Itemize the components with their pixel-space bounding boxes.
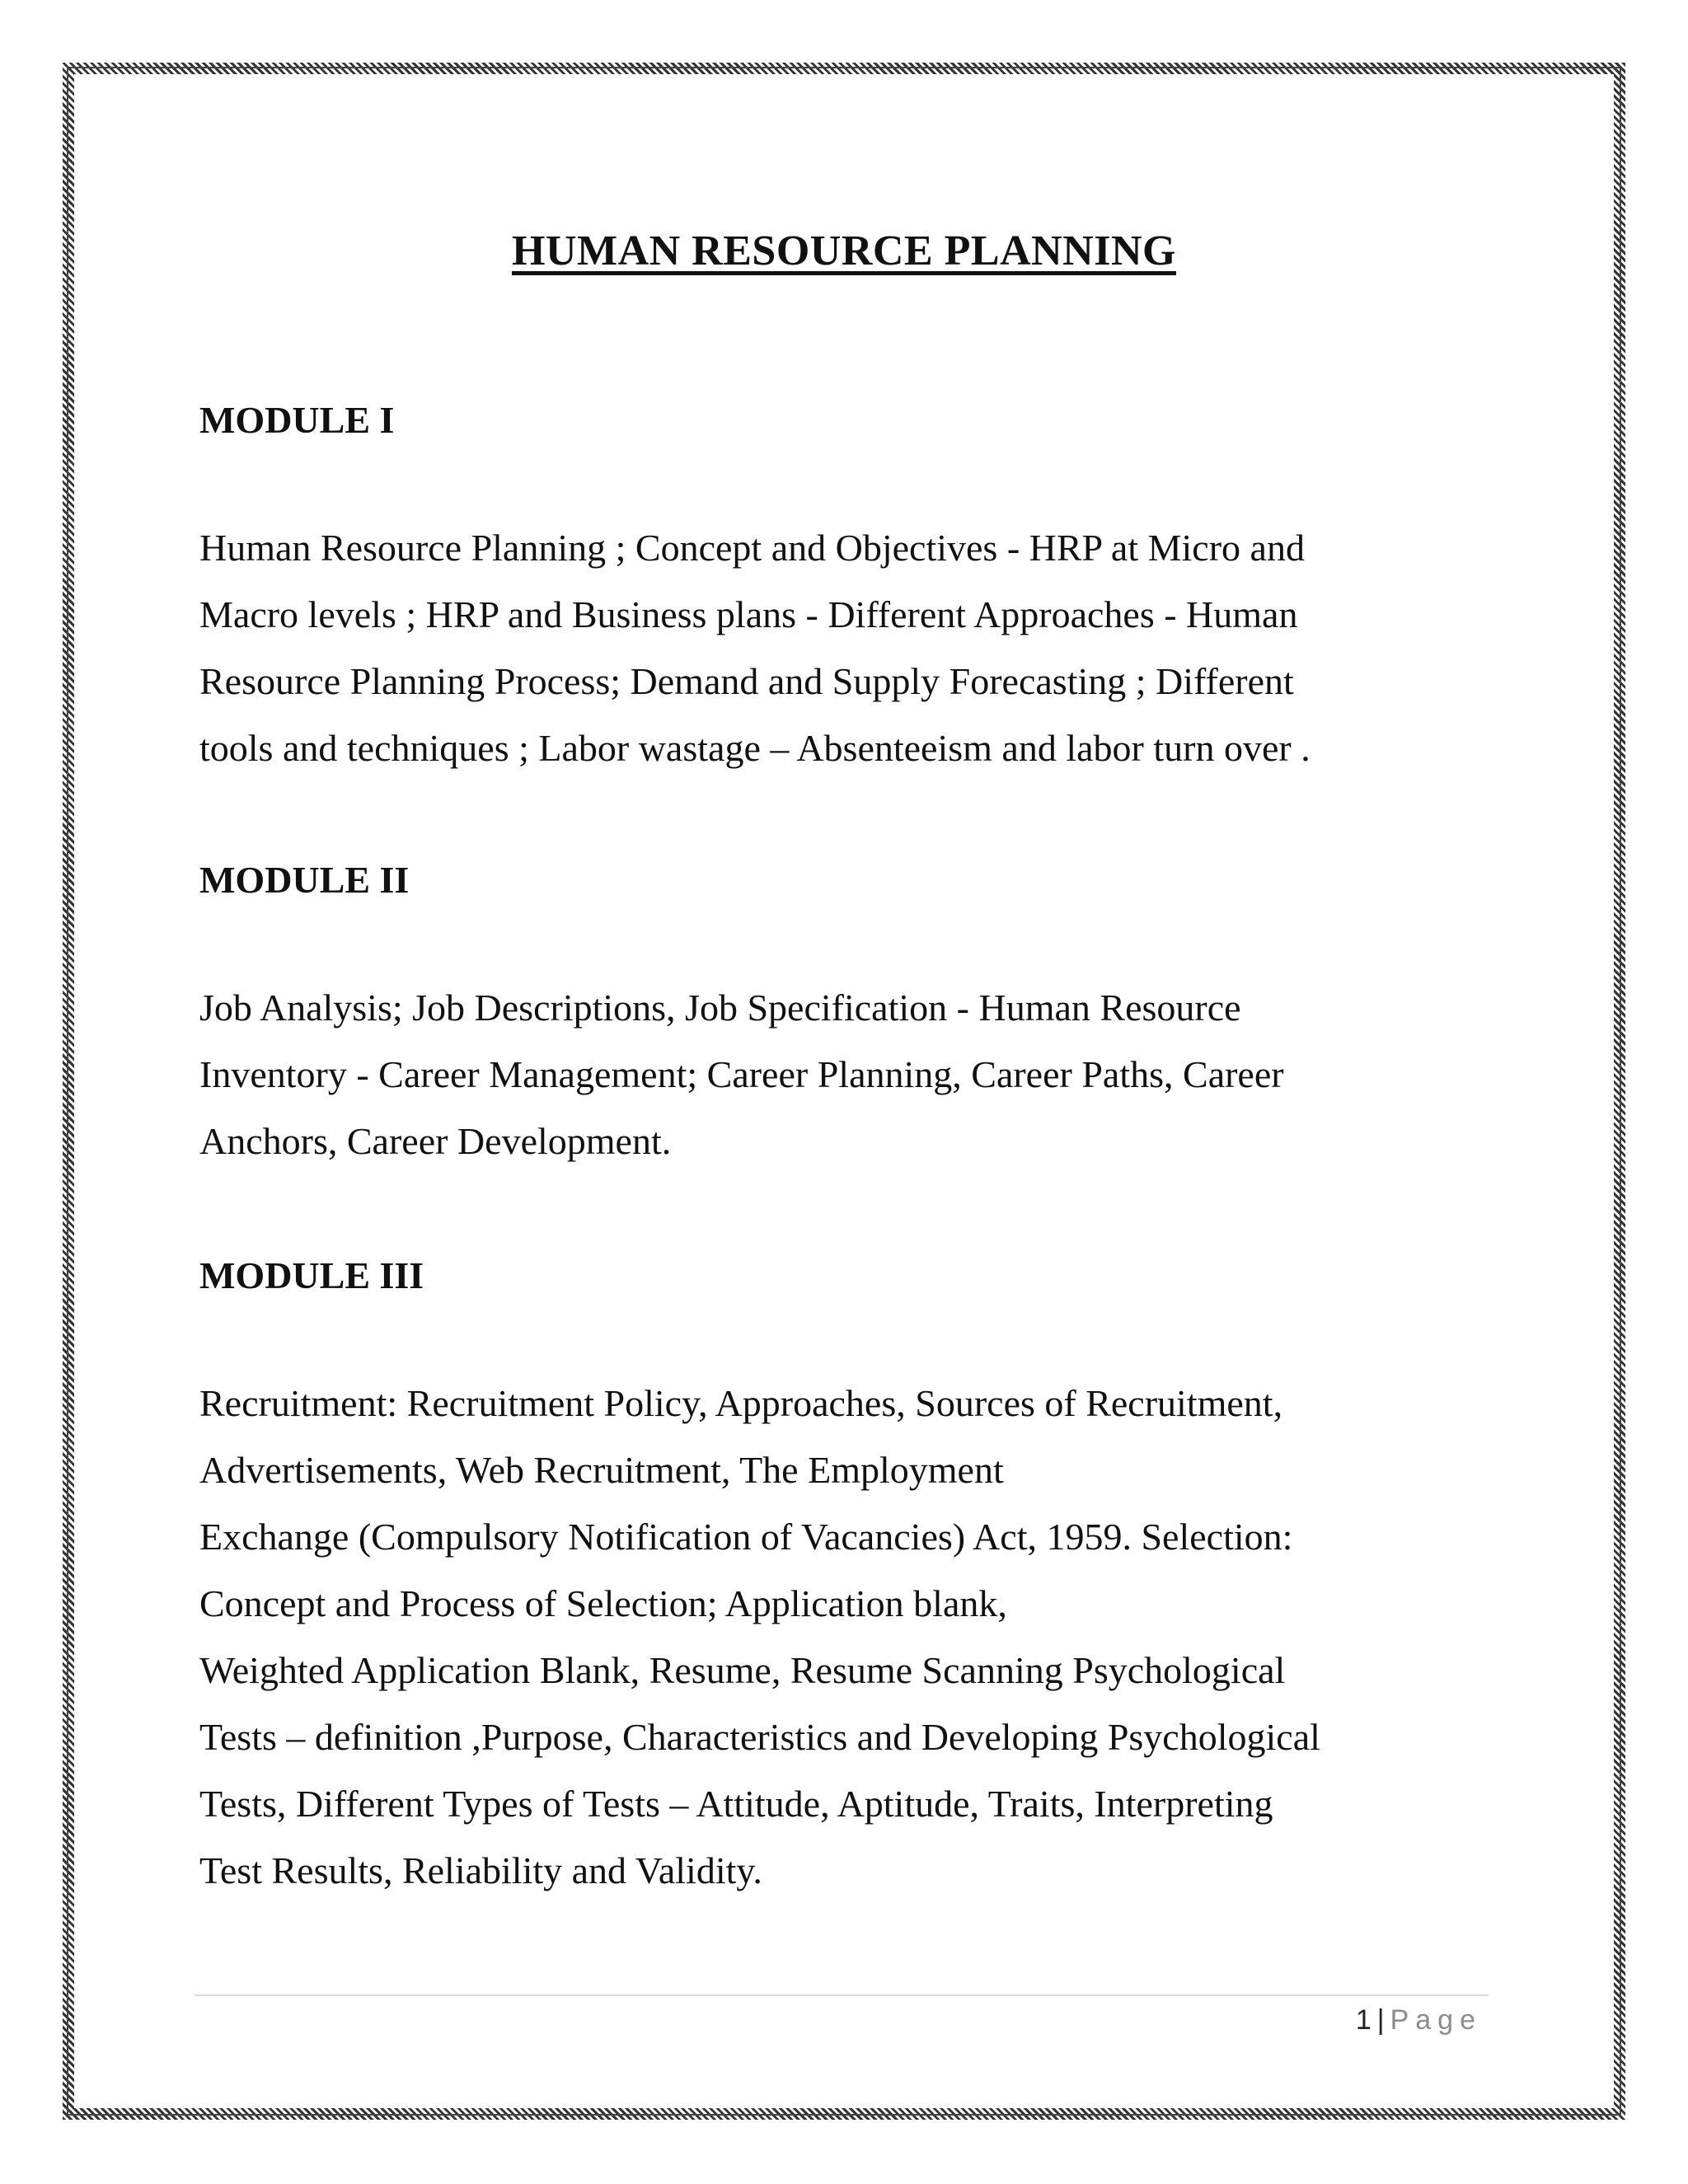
text-line: Job Analysis; Job Descriptions, Job Specification - Human Resource [199,987,1241,1029]
footer-separator: | [1376,2004,1386,2036]
text-line: Macro levels ; HRP and Business plans - Different Approaches - Human [199,593,1298,635]
module-1-heading: MODULE I [199,399,395,441]
text-line: Advertisements, Web Recruitment, The Employment [199,1449,1004,1491]
module-3-text [199,1370,1370,1904]
text-line: Concept and Process of Selection; Application blank, [199,1582,1007,1624]
document-title: HUMAN RESOURCE PLANNING [512,227,1176,274]
text-line: Weighted Application Blank, Resume, Resume Scanning Psychological [199,1649,1286,1691]
text-line: Test Results, Reliability and Validity. [199,1849,762,1891]
document-body [199,387,1370,1973]
page-number: 1 [1355,2004,1372,2036]
module-1-text [199,514,1370,781]
module-2-heading: MODULE II [199,859,410,901]
footer-divider [195,1994,1489,1996]
text-line: Recruitment: Recruitment Policy, Approaches, Sources of Recruitment, [199,1382,1283,1424]
text-line: Anchors, Career Development. [199,1120,672,1162]
text-line: Tests – definition ,Purpose, Characteristics and Developing Psychological [199,1716,1320,1758]
page-label: Page [1390,2004,1482,2036]
text-line: Human Resource Planning ; Concept and Objectives - HRP at Micro and [199,527,1305,569]
text-line: Resource Planning Process; Demand and Supply Forecasting ; Different [199,660,1294,702]
text-line: tools and techniques ; Labor wastage – Absenteeism and labor turn over . [199,727,1311,769]
text-line: Exchange (Compulsory Notification of Vacancies) Act, 1959. Selection: [199,1516,1293,1558]
text-line: Tests, Different Types of Tests – Attitude, Aptitude, Traits, Interpreting [199,1783,1273,1825]
module-2-text [199,974,1370,1174]
text-line: Inventory - Career Management; Career Planning, Career Paths, Career [199,1053,1284,1095]
module-3-heading: MODULE III [199,1254,424,1296]
page-footer [1356,2004,1482,2036]
